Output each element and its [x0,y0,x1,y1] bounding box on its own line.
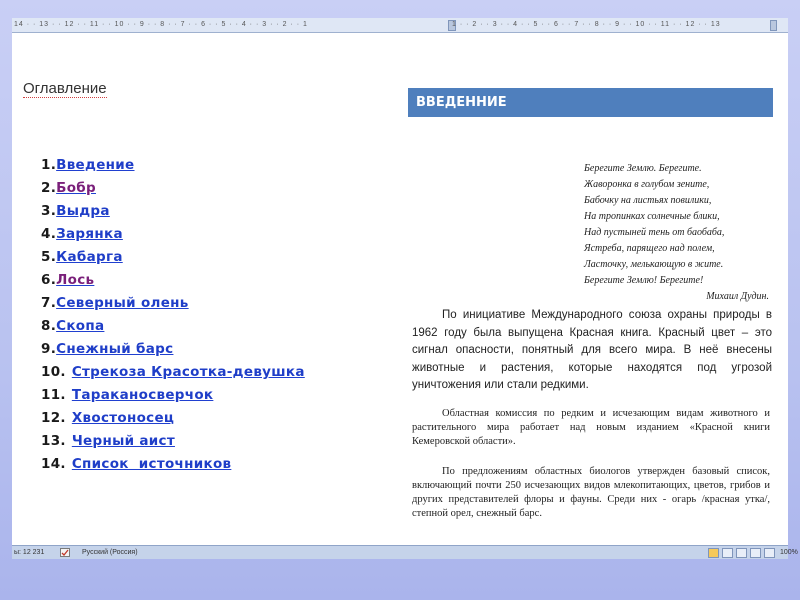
toc-number: 7. [41,295,57,311]
toc-item [41,315,305,338]
toc-list [41,154,305,476]
status-page-count[interactable]: ы: 12 231 [14,549,45,556]
epigraph-poem [584,161,769,305]
poem-line: Берегите Землю! Берегите! [584,275,704,286]
toc-link-sources[interactable]: Список источников [71,456,232,472]
web-layout-view-icon[interactable] [736,548,747,558]
poem-line: Ласточку, мелькающую в жите. [584,259,724,270]
poem-line: Берегите Землю. Берегите. [584,163,702,174]
toc-item [41,154,305,177]
toc-link-skopa[interactable]: Скопа [56,318,105,334]
full-screen-view-icon[interactable] [722,548,733,558]
toc-number: 14. [41,456,66,472]
poem-author: Михаил Дудин. [706,291,769,302]
toc-item [41,407,305,430]
right-page [408,33,788,545]
spellcheck-icon[interactable] [60,548,70,557]
toc-number: 10. [41,364,66,380]
toc-item [41,292,305,315]
poem-line: Бабочку на листьях повилики, [584,195,712,206]
toc-link-khvostonosets[interactable]: Хвостоносец [71,410,175,426]
toc-link-strekoza[interactable]: Стрекоза Красотка-девушка [71,364,305,380]
toc-item [41,453,305,476]
poem-line: Ястреба, парящего над полем, [584,243,715,254]
toc-link-zaryanka[interactable]: Зарянка [56,226,123,242]
left-page [12,33,402,545]
toc-item [41,361,305,384]
toc-link-tarakanosverchok[interactable]: Тараканосверчок [71,387,214,403]
horizontal-ruler[interactable] [12,18,788,33]
toc-item [41,223,305,246]
status-bar [12,545,798,559]
toc-number: 9. [41,341,57,357]
toc-number: 1. [41,157,57,173]
poem-line: Жаворонка в голубом зените, [584,179,710,190]
toc-number: 13. [41,433,66,449]
outline-view-icon[interactable] [750,548,761,558]
toc-number: 2. [41,180,57,196]
toc-link-los[interactable]: Лось [56,272,95,288]
toc-item [41,177,305,200]
poem-line: На тропинках солнечные блики, [584,211,720,222]
toc-item [41,384,305,407]
intro-paragraph-2: Областная комиссия по редким и исчезающим видам животного и растительного мира работает над новым изданием «Красной книги Кемеровской области». [412,408,770,447]
poem-line: Над пустыней тень от баобаба, [584,227,725,238]
print-layout-view-icon[interactable] [708,548,719,558]
intro-paragraph-3: По предложениям областных биологов утвержден базовый список, включающий почти 250 исчезающих видов млекопитающих, цветов, грибов и других представителей флоры и фауны. Среди них - огарь /красная утка/, степной орел, снежный барс. [412,466,770,519]
intro-paragraph-1: По инициативе Международного союза охраны природы в 1962 году была выпущена Красная книга. Красный цвет – это сигнал опасности, понятный для всего мира. В неё внесены животные и растения, которые находятся под угрозой уничтожения или стали редкими. [412,309,772,391]
toc-link-chernyy-aist[interactable]: Черный аист [71,433,175,449]
right-margin-marker-icon[interactable] [770,20,777,31]
view-buttons [708,548,778,563]
ruler-right-scale: 1 · · 2 · · 3 · · 4 · · 5 · · 6 · · 7 · · 8 · · 9 · · 10 · · 11 · · 12 · · 13 [452,21,721,28]
toc-link-bobr[interactable]: Бобр [56,180,96,196]
section-header: ВВЕДЕННИЕ [408,88,773,117]
toc-item [41,246,305,269]
toc-link-kabarga[interactable]: Кабарга [56,249,123,265]
toc-title: Оглавление [23,80,107,97]
toc-number: 5. [41,249,57,265]
toc-number: 12. [41,410,66,426]
toc-link-vydra[interactable]: Выдра [56,203,110,219]
toc-number: 11. [41,387,66,403]
ruler-left-scale: 14 · · 13 · · 12 · · 11 · · 10 · · 9 · · 8 · · 7 · · 6 · · 5 · · 4 · · 3 · · 2 · · 1 [14,21,308,28]
toc-link-vvedenie[interactable]: Введение [56,157,135,173]
toc-number: 3. [41,203,57,219]
document-window [12,18,798,558]
toc-number: 6. [41,272,57,288]
toc-item [41,269,305,292]
toc-item [41,430,305,453]
toc-number: 4. [41,226,57,242]
zoom-level[interactable]: 100% [780,549,798,556]
status-language[interactable]: Русский (Россия) [82,549,138,556]
toc-item [41,200,305,223]
draft-view-icon[interactable] [764,548,775,558]
toc-item [41,338,305,361]
toc-link-snezhnyy-bars[interactable]: Снежный барс [56,341,174,357]
toc-number: 8. [41,318,57,334]
toc-link-severnyy-olen[interactable]: Северный олень [56,295,189,311]
